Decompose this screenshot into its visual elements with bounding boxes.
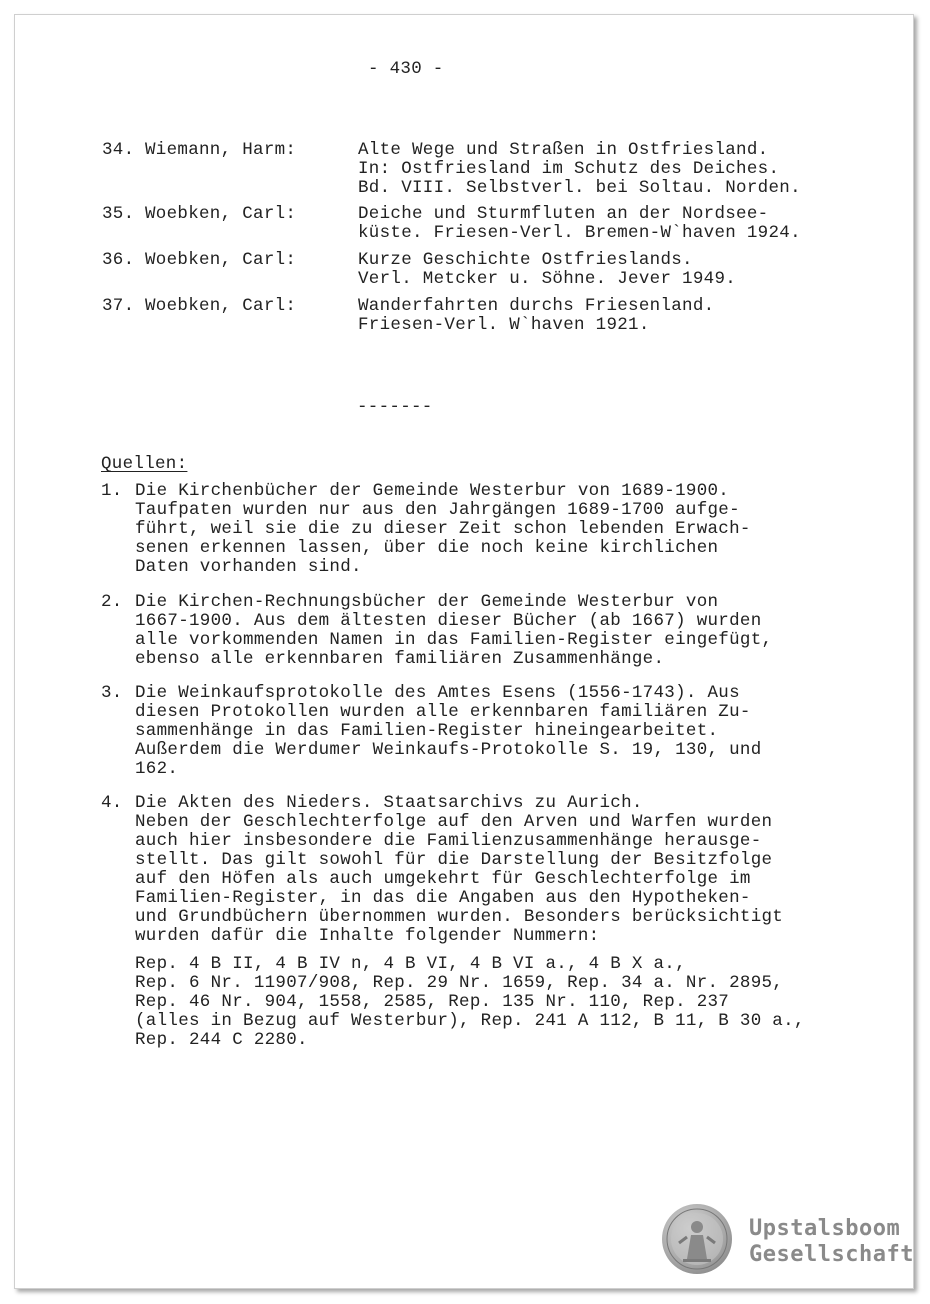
ref-title-line: In: Ostfriesland im Schutz des Deiches. (358, 159, 780, 179)
ref-author: Wiemann, Harm: (145, 140, 297, 160)
ref-title-line: Kurze Geschichte Ostfrieslands. (358, 250, 693, 270)
source-line: Neben der Geschlechterfolge auf den Arven und Warfen wurden (135, 812, 773, 832)
source-number: 2. (101, 592, 123, 612)
ref-title-line: Bd. VIII. Selbstverl. bei Soltau. Norden. (358, 178, 801, 198)
source-line: 162. (135, 759, 179, 779)
brand-name-line1: Upstalsboom (749, 1216, 901, 1241)
source-line: wurden dafür die Inhalte folgender Nummern: (135, 926, 600, 946)
seal-icon (661, 1203, 733, 1275)
source-line: Familien-Register, in das die Angaben aus den Hypotheken- (135, 888, 751, 908)
ref-author: Woebken, Carl: (145, 250, 297, 270)
page-number: - 430 - (368, 59, 444, 79)
ref-number: 35. (102, 204, 135, 224)
source-rep-line: Rep. 46 Nr. 904, 1558, 2585, Rep. 135 Nr. 110, Rep. 237 (135, 992, 730, 1012)
source-line: alle vorkommenden Namen in das Familien-Register eingefügt, (135, 630, 773, 650)
source-line: Außerdem die Werdumer Weinkaufs-Protokolle S. 19, 130, und (135, 740, 762, 760)
source-line: Die Kirchenbücher der Gemeinde Westerbur von 1689-1900. (135, 481, 730, 501)
ref-title-line: Friesen-Verl. W`haven 1921. (358, 315, 650, 335)
source-line: auf den Höfen als auch umgekehrt für Geschlechterfolge im (135, 869, 751, 889)
source-number: 4. (101, 793, 123, 813)
ref-author: Woebken, Carl: (145, 296, 297, 316)
source-rep-line: Rep. 244 C 2280. (135, 1030, 308, 1050)
source-line: Die Kirchen-Rechnungsbücher der Gemeinde Westerbur von (135, 592, 719, 612)
source-number: 3. (101, 683, 123, 703)
source-line: diesen Protokollen wurden alle erkennbaren familiären Zu- (135, 702, 751, 722)
source-line: Taufpaten wurden nur aus den Jahrgängen 1689-1700 aufge- (135, 500, 740, 520)
ref-title-line: Wanderfahrten durchs Friesenland. (358, 296, 715, 316)
ref-number: 37. (102, 296, 135, 316)
source-number: 1. (101, 481, 123, 501)
sources-heading: Quellen: (101, 454, 188, 474)
source-line: auch hier insbesondere die Familienzusammenhänge herausge- (135, 831, 762, 851)
ref-title-line: Verl. Metcker u. Söhne. Jever 1949. (358, 269, 737, 289)
ref-title-line: küste. Friesen-Verl. Bremen-W`haven 1924. (358, 223, 801, 243)
source-line: 1667-1900. Aus dem ältesten dieser Bücher (ab 1667) wurden (135, 611, 762, 631)
ref-author: Woebken, Carl: (145, 204, 297, 224)
brand-name-line2: Gesellschaft (749, 1242, 914, 1267)
ref-number: 34. (102, 140, 135, 160)
separator-line: ------- (357, 397, 433, 417)
source-line: stellt. Das gilt sowohl für die Darstellung der Besitzfolge (135, 850, 773, 870)
source-line: führt, weil sie die zu dieser Zeit schon lebenden Erwach- (135, 519, 751, 539)
ref-number: 36. (102, 250, 135, 270)
source-line: ebenso alle erkennbaren familiären Zusammenhänge. (135, 649, 665, 669)
source-rep-line: Rep. 4 B II, 4 B IV n, 4 B VI, 4 B VI a., 4 B X a., (135, 954, 686, 974)
ref-title-line: Alte Wege und Straßen in Ostfriesland. (358, 140, 769, 160)
source-line: Daten vorhanden sind. (135, 557, 362, 577)
source-line: senen erkennen lassen, über die noch keine kirchlichen (135, 538, 719, 558)
source-line: sammenhänge in das Familien-Register hineingearbeitet. (135, 721, 719, 741)
ref-title-line: Deiche und Sturmfluten an der Nordsee- (358, 204, 769, 224)
source-rep-line: (alles in Bezug auf Westerbur), Rep. 241 A 112, B 11, B 30 a., (135, 1011, 805, 1031)
source-line: Die Weinkaufsprotokolle des Amtes Esens (1556-1743). Aus (135, 683, 740, 703)
source-line: und Grundbüchern übernommen wurden. Besonders berücksichtigt (135, 907, 784, 927)
source-line: Die Akten des Nieders. Staatsarchivs zu Aurich. (135, 793, 643, 813)
source-rep-line: Rep. 6 Nr. 11907/908, Rep. 29 Nr. 1659, Rep. 34 a. Nr. 2895, (135, 973, 784, 993)
